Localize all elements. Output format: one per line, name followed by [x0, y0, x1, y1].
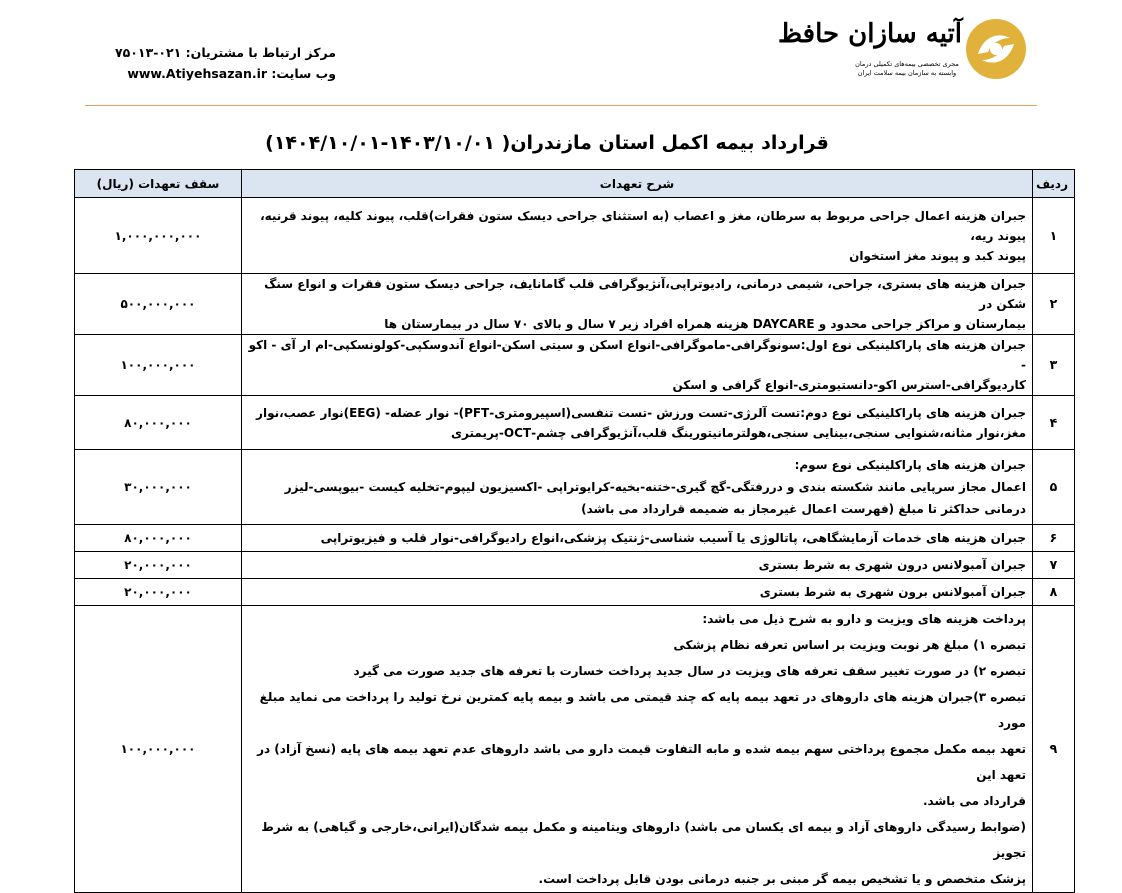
logo-subtitle-2: وابسته به سازمان بیمه سلامت ایران: [857, 69, 957, 77]
table-row: [75, 198, 1075, 274]
cap-value: ۲۰,۰۰۰,۰۰۰: [124, 558, 192, 572]
description-line: جبران هزینه های پاراکلینیکی نوع دوم:تست آلرژی-تست ورزش -تست تنفسی(اسپیرومتری-PFT)- نوار عضله- (EEG)نوار عصب،نوار: [256, 405, 1026, 420]
cap-value: ۱۰۰,۰۰۰,۰۰۰: [120, 742, 196, 756]
table-row: [75, 606, 1075, 893]
description-line: پزشک متخصص و یا تشخیص بیمه گر مبنی بر جنبه درمانی بودن قابل پرداخت است.: [538, 872, 1026, 886]
row-description: [242, 525, 1033, 552]
col-header-desc: شرح تعهدات: [242, 170, 1033, 198]
description-line: درمانی حداکثر تا مبلغ (فهرست اعمال غیرمجاز به ضمیمه قرارداد می باشد): [581, 502, 1026, 516]
table-row: [75, 450, 1075, 525]
table-row: [75, 396, 1075, 450]
description-line: بیمارستان و مراکز جراحی محدود و DAYCARE هزینه همراه افراد زیر ۷ سال و بالای ۷۰ سال در بیمارستان ها: [384, 317, 1026, 331]
row-description: [242, 606, 1033, 893]
row-number: ۵: [1033, 450, 1075, 525]
row-cap-amount: [75, 396, 242, 450]
description-line: مغز،نوار مثانه،شنوایی سنجی،بینایی سنجی،هولترمانیتورینگ قلب،آنژیوگرافی چشم-OCT-پریمتری: [451, 425, 1026, 440]
row-cap-amount: [75, 606, 242, 893]
row-description: [242, 198, 1033, 274]
description-line: قرارداد می باشد.: [922, 794, 1026, 808]
row-number: ۲: [1033, 274, 1075, 335]
contact-phone: مرکز ارتباط با مشتریان: ۰۲۱-۷۵۰۱۳: [115, 45, 336, 60]
description-line: تبصره ۲) در صورت تغییر سقف تعرفه های ویزیت در سال جدید پرداخت خسارت با تعرفه های جدید صورت می گیرد: [353, 664, 1026, 678]
page-header: [0, 0, 1122, 110]
description-line: جبران هزینه های بستری، جراحی، شیمی درمانی، رادیوتراپی،آنژیوگرافی قلب گامانایف، جراحی دیسک ستون فقرات و انواع سنگ شکن در: [264, 277, 1026, 311]
contact-website: وب سایت: www.Atiyehsazan.ir: [127, 66, 336, 81]
row-cap-amount: [75, 579, 242, 606]
cap-value: ۲۰,۰۰۰,۰۰۰: [124, 585, 192, 599]
logo-subtitle-1: مجری تخصصی بیمه‌های تکمیلی درمان: [855, 60, 959, 68]
col-header-cap: سقف تعهدات (ریال): [75, 170, 242, 198]
row-description: [242, 450, 1033, 525]
description-line: جبران آمبولانس برون شهری به شرط بستری: [759, 585, 1026, 599]
company-logo: [777, 14, 1028, 90]
table-row: [75, 274, 1075, 335]
cap-value: ۵۰۰,۰۰۰,۰۰۰: [120, 297, 196, 311]
row-description: [242, 579, 1033, 606]
description-line: جبران هزینه های پاراکلینیکی نوع اول:سونوگرافی-ماموگرافی-انواع اسکن و سیتی اسکن-انواع آندوسکپی-کولونسکپی-ام ار آی - اکو -: [248, 338, 1026, 372]
row-number: ۷: [1033, 552, 1075, 579]
description-line: جبران آمبولانس درون شهری به شرط بستری: [758, 558, 1026, 572]
description-line: تبصره ۱) مبلغ هر نوبت ویزیت بر اساس تعرفه نظام پزشکی: [673, 638, 1026, 652]
row-cap-amount: [75, 525, 242, 552]
description-line: جبران هزینه های پاراکلینیکی نوع سوم:: [794, 458, 1026, 472]
table-row: [75, 335, 1075, 396]
description-line: پیوند کبد و پیوند مغز استخوان: [849, 248, 1026, 263]
cap-value: ۱۰۰,۰۰۰,۰۰۰: [120, 358, 196, 372]
row-number: ۹: [1033, 606, 1075, 893]
logo-emblem-icon: [964, 14, 1028, 84]
row-description: [242, 274, 1033, 335]
row-cap-amount: [75, 198, 242, 274]
description-line: پرداخت هزینه های ویزیت و دارو به شرح ذیل می باشد:: [702, 612, 1026, 626]
cap-value: ۸۰,۰۰۰,۰۰۰: [124, 415, 192, 430]
row-number: ۴: [1033, 396, 1075, 450]
cap-value: ۸۰,۰۰۰,۰۰۰: [124, 531, 192, 545]
col-header-row: ردیف: [1033, 170, 1075, 198]
row-number: ۶: [1033, 525, 1075, 552]
logo-name: آتیه سازان حافظ: [777, 19, 962, 49]
description-line: تعهد بیمه مکمل مجموع پرداختی سهم بیمه شده و مابه التفاوت قیمت دارو می باشد داروهای عدم تعهد بیمه های پایه (نسخ آزاد) در تعهد این: [257, 742, 1026, 782]
logo-subtitle: [852, 60, 962, 78]
page-title: قرارداد بیمه اکمل استان مازندران( ۱۴۰۳/۱۰/۰۱-۱۴۰۴/۱۰/۰۱): [265, 132, 829, 154]
description-line: (ضوابط رسیدگی داروهای آزاد و بیمه ای یکسان می باشد) داروهای ویتامینه و مکمل بیمه شدگان(ایرانی،خارجی و گیاهی) به شرط تجویز: [261, 820, 1026, 860]
header-divider: [85, 105, 1037, 106]
table-row: [75, 579, 1075, 606]
table-row: [75, 552, 1075, 579]
cap-value: ۱,۰۰۰,۰۰۰,۰۰۰: [114, 228, 202, 243]
description-line: جبران هزینه اعمال جراحی مربوط به سرطان، مغز و اعصاب (به استثنای جراحی دیسک ستون فقرات)قلب، پیوند کلیه، پیوند قرنیه، پیوند ریه،: [260, 208, 1026, 243]
row-cap-amount: [75, 274, 242, 335]
row-description: [242, 552, 1033, 579]
description-line: اعمال مجاز سرپایی مانند شکسته بندی و دررفتگی-گچ گیری-ختنه-بخیه-کرایوتراپی -اکسیزیون لیپوم-تخلیه کیست -بیوپسی-لیزر: [284, 480, 1026, 494]
row-cap-amount: [75, 450, 242, 525]
row-cap-amount: [75, 552, 242, 579]
row-number: ۳: [1033, 335, 1075, 396]
row-number: ۸: [1033, 579, 1075, 606]
description-line: تبصره ۳)جبران هزینه های داروهای در تعهد بیمه پایه که چند قیمتی می باشد و بیمه پایه کمترین نرخ تولید را پرداخت می نماید مبلغ مورد: [259, 690, 1026, 730]
row-cap-amount: [75, 335, 242, 396]
coverage-table: [74, 169, 1075, 893]
table-row: [75, 525, 1075, 552]
description-line: کاردیوگرافی-استرس اکو-دانستیومتری-انواع گرافی و اسکن: [672, 378, 1026, 392]
description-line: جبران هزینه های خدمات آزمایشگاهی، پاتالوژی یا آسیب شناسی-ژنتیک پزشکی،انواع رادیوگرافی-نوار قلب و فیزیوتراپی: [320, 531, 1026, 545]
row-description: [242, 335, 1033, 396]
table-header-row: [75, 170, 1075, 198]
row-number: ۱: [1033, 198, 1075, 274]
cap-value: ۳۰,۰۰۰,۰۰۰: [124, 480, 192, 494]
contact-info: [96, 42, 336, 84]
row-description: [242, 396, 1033, 450]
